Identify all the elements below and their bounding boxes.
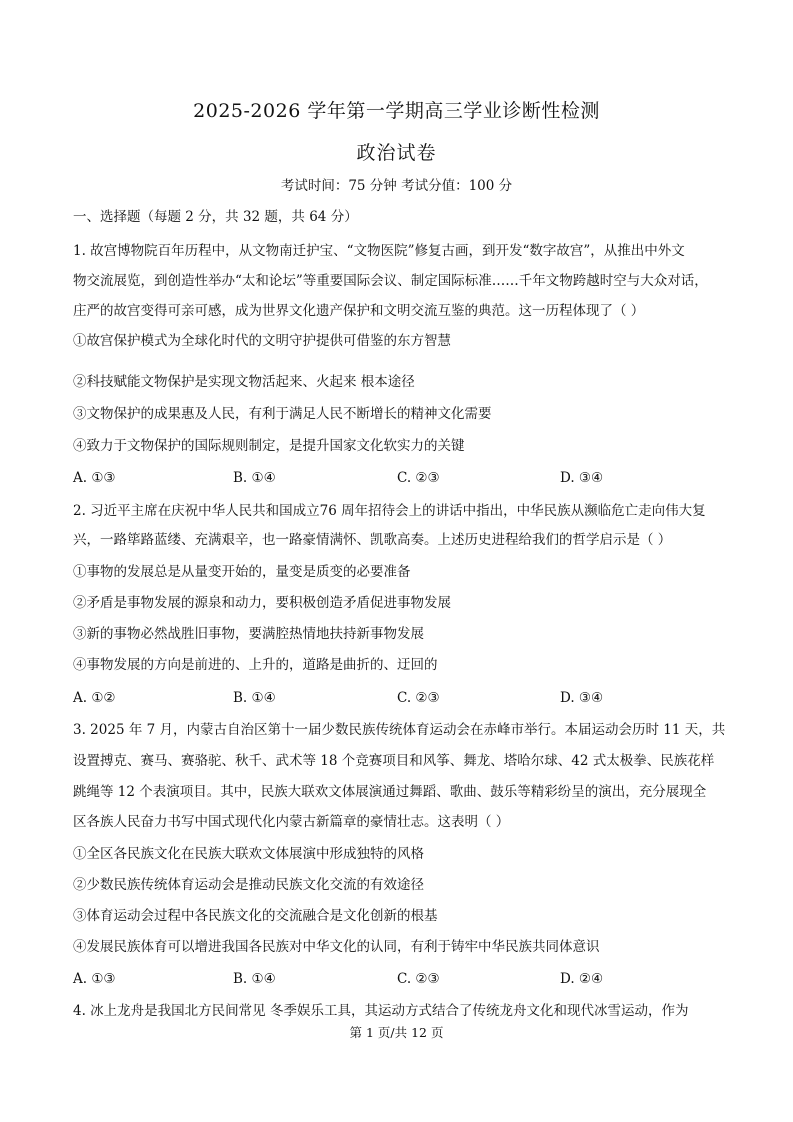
exam-meta: 考试时间：75 分钟 考试分值：100 分: [280, 178, 513, 194]
q3-statement: ③体育运动会过程中各民族文化的交流融合是文化创新的根基: [73, 908, 438, 924]
q2-option-c: C. ②③: [397, 690, 440, 706]
q3-option-b: B. ①④: [233, 971, 276, 987]
q3-stem-line: 设置搏克、赛马、赛骆驼、秋千、武术等 18 个竞赛项目和风筝、舞龙、塔哈尔球、42 式太极拳、民族花样: [73, 753, 715, 769]
page-number: 第 1 页/共 12 页: [349, 1025, 444, 1040]
q3-option-c: C. ②③: [397, 971, 440, 987]
q2-stem-line: 2. 习近平主席在庆祝中华人民共和国成立76 周年招待会上的讲话中指出，中华民族从濒临危亡走向伟大复: [73, 503, 706, 519]
q1-option-b: B. ①④: [233, 470, 276, 486]
q1-option-c: C. ②③: [397, 470, 440, 486]
q3-option-d: D. ②④: [560, 971, 604, 987]
q3-statement: ①全区各民族文化在民族大联欢文体展演中形成独特的风格: [73, 846, 424, 862]
q3-statement: ④发展民族体育可以增进我国各民族对中华文化的认同，有利于铸牢中华民族共同体意识: [73, 939, 600, 955]
q1-statement: ③文物保护的成果惠及人民，有利于满足人民不断增长的精神文化需要: [73, 406, 492, 422]
q2-statement: ③新的事物必然战胜旧事物，要满腔热情地扶持新事物发展: [73, 626, 424, 642]
q1-stem-line: 庄严的故宫变得可亲可感，成为世界文化遗产保护和文明交流互鉴的典范。这一历程体现了（ ）: [73, 303, 645, 319]
q3-stem-line: 3. 2025 年 7 月，内蒙古自治区第十一届少数民族传统体育运动会在赤峰市举行。本届运动会历时 11 天，共: [73, 722, 726, 738]
q1-option-a: A. ①③: [73, 470, 116, 486]
q1-statement: ④致力于文物保护的国际规则制定，是提升国家文化软实力的关键: [73, 438, 465, 454]
exam-title: 2025-2026 学年第一学期高三学业诊断性检测: [193, 100, 600, 122]
q3-stem-line: 跳绳等 12 个表演项目。其中，民族大联欢文体展演通过舞蹈、歌曲、鼓乐等精彩纷呈的演出，充分展现全: [73, 784, 707, 800]
q2-stem-line: 兴，一路筚路蓝缕、充满艰辛，也一路豪情满怀、凯歌高奏。上述历史进程给我们的哲学启示是（ ）: [73, 532, 672, 548]
q2-statement: ④事物发展的方向是前进的、上升的，道路是曲折的、迂回的: [73, 657, 438, 673]
q1-stem-line: 1. 故宫博物院百年历程中，从文物南迁护宝、“文物医院”修复古画，到开发“数字故宫”，从推出中外文: [73, 243, 685, 259]
q3-stem-line: 区各族人民奋力书写中国式现代化内蒙古新篇章的豪情壮志。这表明（ ）: [73, 814, 510, 830]
q2-option-a: A. ①②: [73, 690, 116, 706]
q2-statement: ①事物的发展总是从量变开始的，量变是质变的必要准备: [73, 564, 411, 580]
q3-statement: ②少数民族传统体育运动会是推动民族文化交流的有效途径: [73, 877, 424, 893]
q2-option-d: D. ③④: [560, 690, 604, 706]
q1-option-d: D. ③④: [560, 470, 604, 486]
q3-option-a: A. ①③: [73, 971, 116, 987]
q2-statement: ②矛盾是事物发展的源泉和动力，要积极创造矛盾促进事物发展: [73, 595, 451, 611]
q2-option-b: B. ①④: [233, 690, 276, 706]
exam-subject: 政治试卷: [356, 142, 437, 164]
section-heading: 一、选择题（每题 2 分，共 32 题，共 64 分）: [73, 209, 358, 225]
q1-statement: ①故宫保护模式为全球化时代的文明守护提供可借鉴的东方智慧: [73, 333, 451, 349]
q1-stem-line: 物交流展览，到创造性举办“太和论坛”等重要国际会议、制定国际标准……千年文物跨越时空与大众对话，: [73, 273, 708, 289]
q1-statement: ②科技赋能文物保护是实现文物活起来、火起来 根本途径: [73, 374, 415, 390]
q4-stem-line: 4. 冰上龙舟是我国北方民间常见 冬季娱乐工具，其运动方式结合了传统龙舟文化和现代冰雪运动，作为: [73, 1003, 689, 1019]
